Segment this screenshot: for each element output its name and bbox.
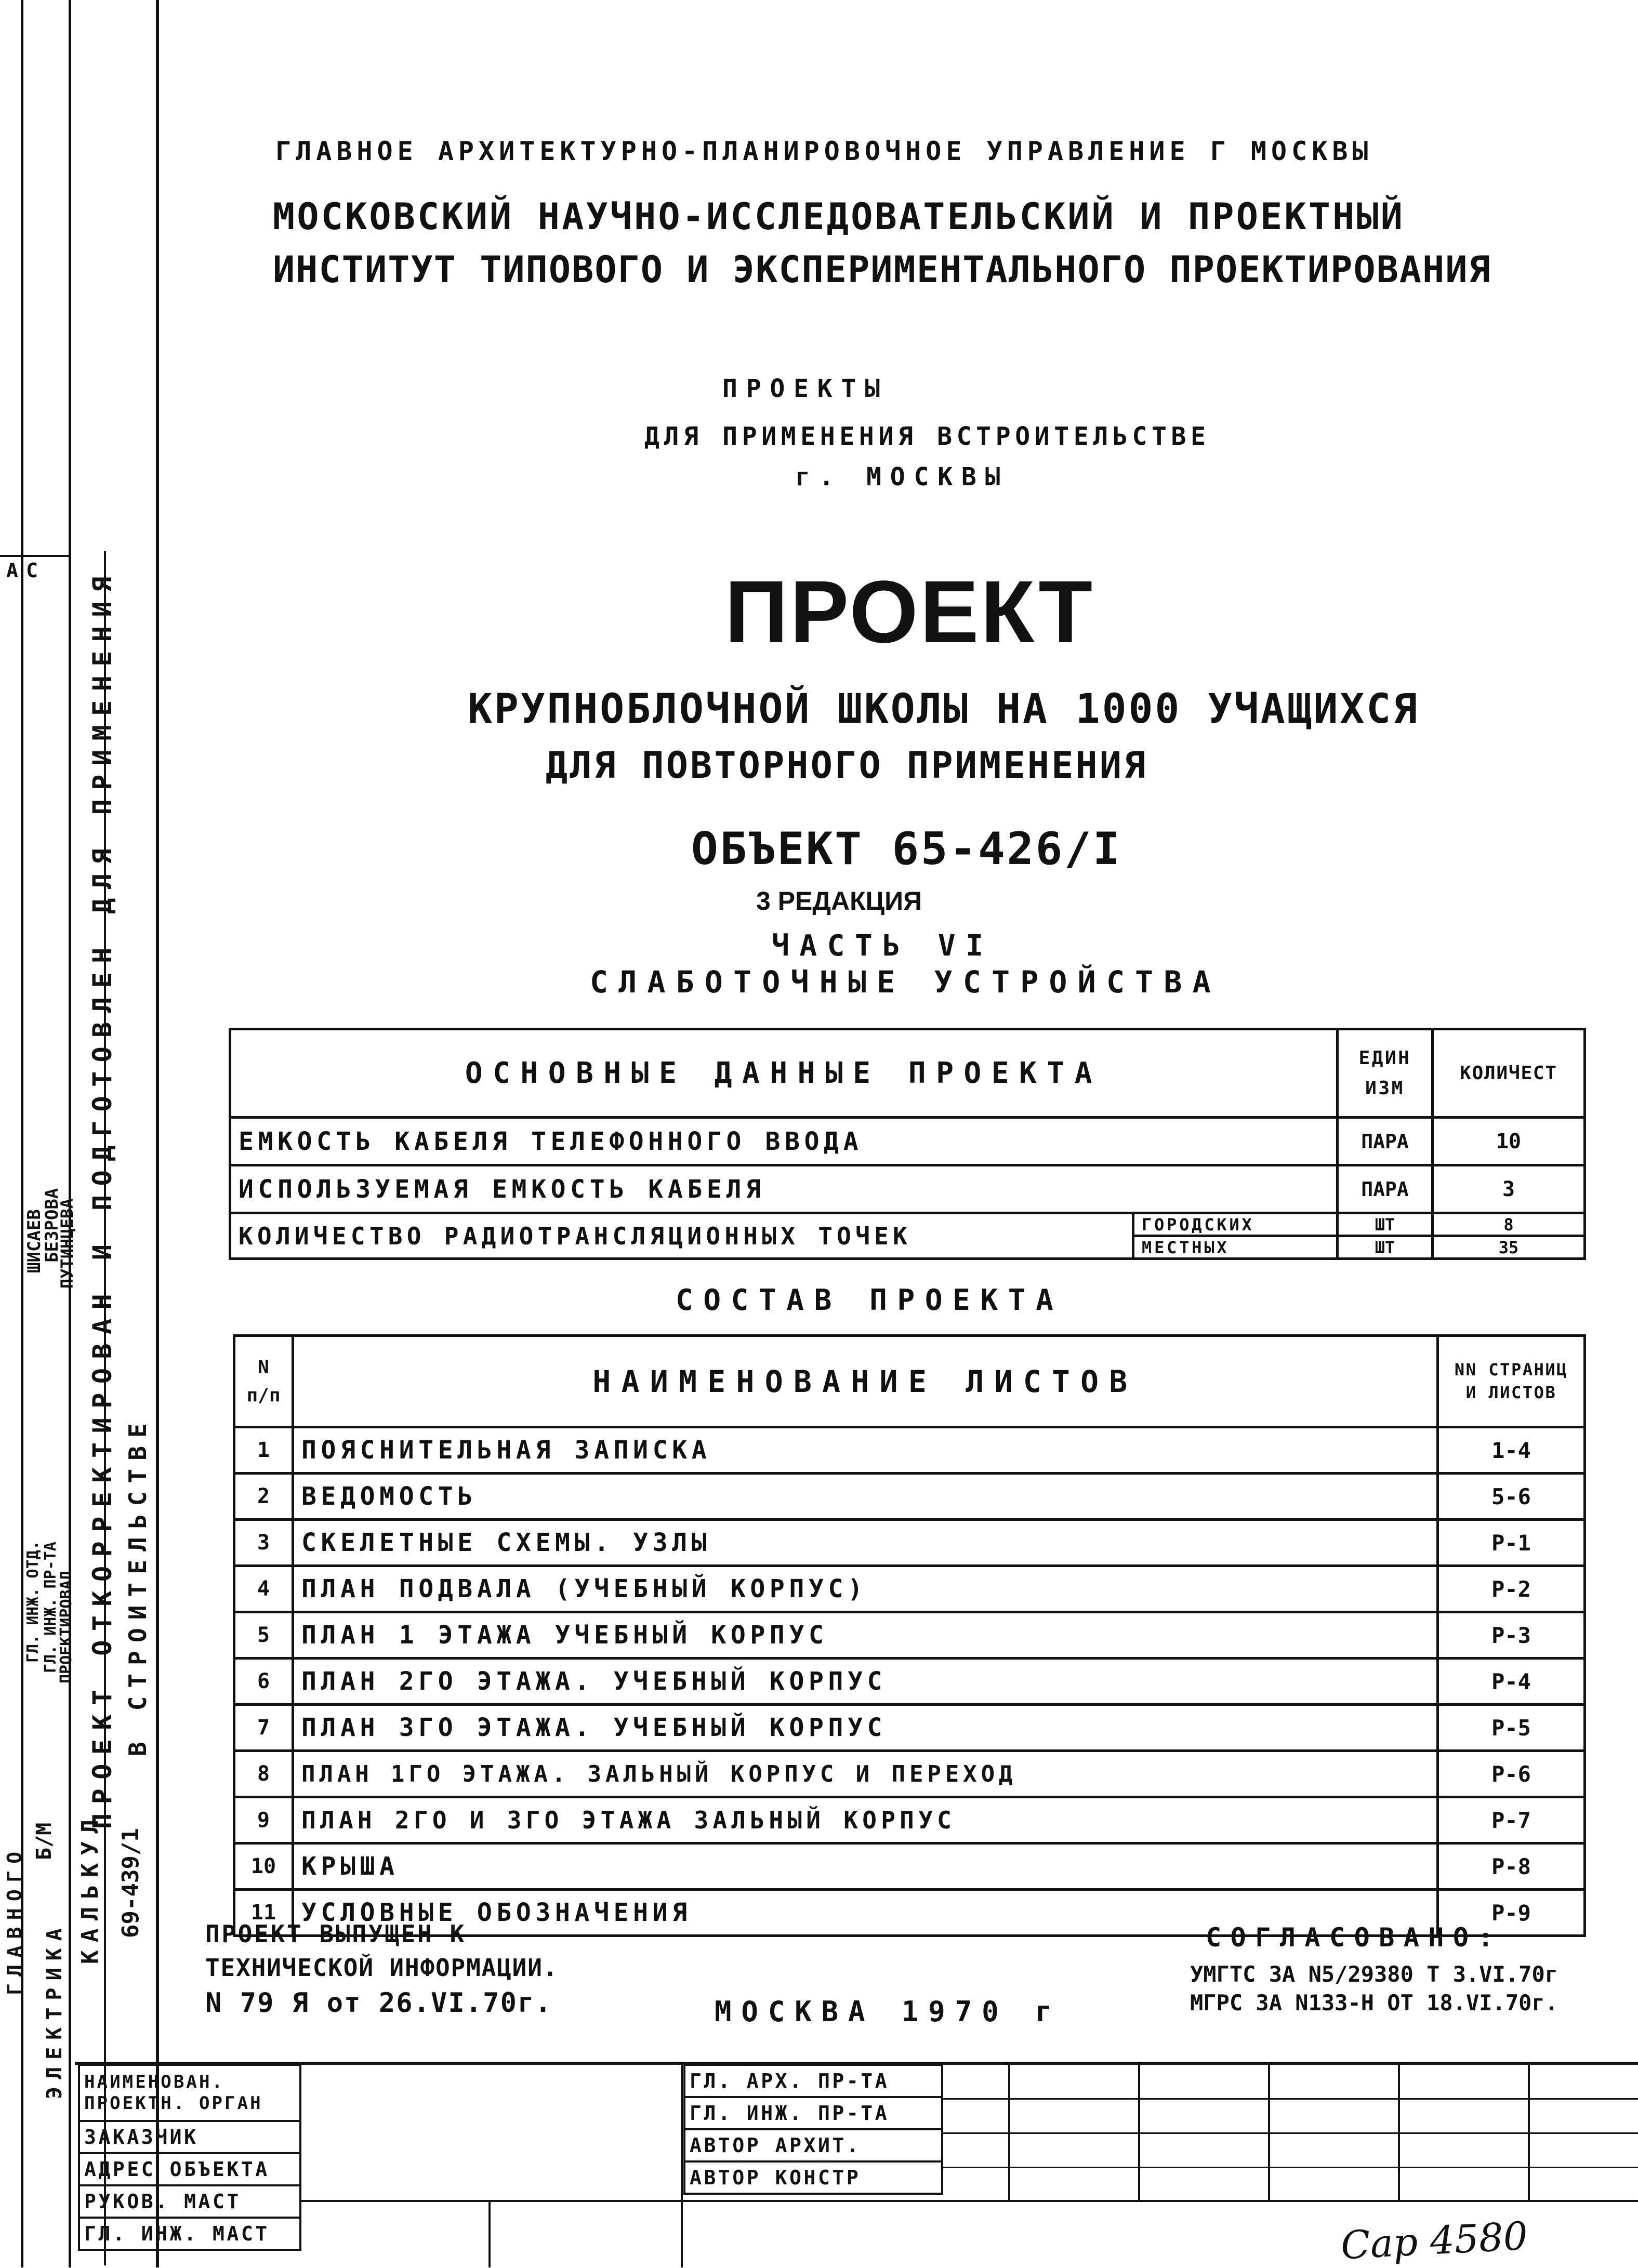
stamp-vline [681, 2064, 683, 2267]
row-name: ПЛАН 1 ЭТАЖА УЧЕБНЫЙ КОРПУС [293, 1612, 1438, 1659]
row-no: 7 [234, 1705, 293, 1751]
radio-sub-1: ГОРОДСКИХ [1133, 1213, 1338, 1236]
stamp-cell: АВТОР АРХИТ. [684, 2129, 942, 2161]
part-name: СЛАБОТОЧНЫЕ УСТРОЙСТВА [590, 964, 1221, 1000]
table-row [230, 1118, 1585, 1165]
header-line-1: ГЛАВНОЕ АРХИТЕКТУРНО-ПЛАНИРОВОЧНОЕ УПРАВЛЕНИЕ Г МОСКВЫ [275, 136, 1373, 166]
table-row [234, 1566, 1585, 1612]
row-name: ВЕДОМОСТЬ [293, 1474, 1438, 1520]
stamp-vline [488, 2200, 491, 2267]
data-name-cell: ИСПОЛЬЗУЕМАЯ ЕМКОСТЬ КАБЕЛЯ [230, 1165, 1338, 1213]
row-pages: Р-5 [1438, 1705, 1585, 1751]
radio-qty-2: 35 [1433, 1236, 1585, 1259]
stamp-hline [943, 2098, 1638, 2100]
stamp-vline [1138, 2064, 1140, 2200]
unit-header: ЕДИН ИЗМ [1338, 1029, 1433, 1118]
city-year: МОСКВА 1970 г [715, 1995, 1062, 2028]
row-pages: Р-8 [1438, 1843, 1585, 1890]
stamp-vline [1268, 2064, 1270, 2200]
data-name-cell: ЕМКОСТЬ КАБЕЛЯ ТЕЛЕФОННОГО ВВОДА [230, 1118, 1338, 1165]
radio-unit-1: ШТ [1338, 1213, 1433, 1236]
header-line-2: МОСКОВСКИЙ НАУЧНО-ИССЛЕДОВАТЕЛЬСКИЙ И ПРОЕКТНЫЙ [273, 195, 1405, 238]
projects-line-3: г. МОСКВЫ [795, 462, 1009, 492]
table-row [234, 1427, 1585, 1474]
margin-bm: Б/М [32, 1822, 56, 1860]
stamp-cell: ГЛ. ИНЖ. МАСТ [79, 2218, 300, 2250]
margin-kalka-label: КАЛЬКУЛ [77, 1811, 103, 1964]
row-no: 10 [234, 1843, 293, 1890]
table-row [234, 1705, 1585, 1751]
radio-points-label: КОЛИЧЕСТВО РАДИОТРАНСЛЯЦИОННЫХ ТОЧЕК [230, 1213, 1133, 1259]
title-sub-2: ДЛЯ ПОВТОРНОГО ПРИМЕНЕНИЯ [546, 744, 1148, 787]
row-no: 1 [234, 1427, 293, 1474]
part-number: ЧАСТЬ VI [772, 929, 994, 963]
projects-line-2: ДЛЯ ПРИМЕНЕНИЯ ВСТРОИТЕЛЬСТВЕ [644, 422, 1210, 451]
margin-role-3: ПРОЕКТИРОВАЛ [57, 1571, 75, 1683]
row-name: ПЛАН 3ГО ЭТАЖА. УЧЕБНЫЙ КОРПУС [293, 1705, 1438, 1751]
stamp-vline [1008, 2064, 1010, 2200]
data-qty-cell: 3 [1433, 1165, 1585, 1213]
stamp-vline [1398, 2064, 1400, 2200]
object-number: ОБЪЕКТ 65-426/I [691, 823, 1122, 875]
approval-title: СОГЛАСОВАНО: [1206, 1922, 1503, 1953]
stamp-cell: ЗАКАЗЧИК [79, 2121, 300, 2153]
row-name: ПЛАН 2ГО И 3ГО ЭТАЖА ЗАЛЬНЫЙ КОРПУС [293, 1797, 1438, 1843]
row-no: 3 [234, 1520, 293, 1566]
stamp-middle [683, 2064, 943, 2195]
stamp-cell: АДРЕС ОБЪЕКТА [79, 2153, 300, 2185]
composition-title: СОСТАВ ПРОЕКТА [676, 1283, 1064, 1317]
row-name: ПЛАН 1ГО ЭТАЖА. ЗАЛЬНЫЙ КОРПУС И ПЕРЕХОД [293, 1751, 1438, 1797]
composition-table [233, 1334, 1586, 1937]
row-name: ПЛАН 2ГО ЭТАЖА. УЧЕБНЫЙ КОРПУС [293, 1659, 1438, 1705]
row-pages: Р-4 [1438, 1659, 1585, 1705]
row-pages: Р-6 [1438, 1751, 1585, 1797]
margin-line-4 [156, 0, 159, 2267]
table-row [230, 1165, 1585, 1213]
row-pages: 5-6 [1438, 1474, 1585, 1520]
col-name-header: НАИМЕНОВАНИЕ ЛИСТОВ [293, 1336, 1438, 1427]
row-no: 6 [234, 1659, 293, 1705]
approval-line-1: УМГТС ЗА N5/29380 Т 3.VI.70г [1190, 1961, 1558, 1987]
row-pages: 1-4 [1438, 1427, 1585, 1474]
row-pages: Р-7 [1438, 1797, 1585, 1843]
qty-header: КОЛИЧЕСТ [1433, 1029, 1585, 1118]
radio-qty-1: 8 [1433, 1213, 1585, 1236]
margin-hline [0, 555, 69, 557]
basic-data-header: ОСНОВНЫЕ ДАННЫЕ ПРОЕКТА [230, 1029, 1338, 1118]
row-no: 5 [234, 1612, 293, 1659]
radio-sub-2: МЕСТНЫХ [1133, 1236, 1338, 1259]
row-no: 2 [234, 1474, 293, 1520]
stamp-left [78, 2064, 301, 2251]
margin-role-1: ГЛ. ИНЖ. ОТД. [24, 1541, 42, 1663]
page-title: ПРОЕКТ [724, 563, 1094, 661]
margin-second-text: В СТРОИТЕЛЬСТВЕ [124, 1415, 152, 1756]
col-no-header: N п/п [234, 1336, 293, 1427]
data-unit-cell: ПАРА [1338, 1165, 1433, 1213]
stamp-cell: АВТОР КОНСТР [684, 2161, 942, 2194]
margin-role-2: ГЛ. ИНЖ. ПР-ТА [42, 1542, 60, 1673]
data-unit-cell: ПАРА [1338, 1118, 1433, 1165]
row-no: 9 [234, 1797, 293, 1843]
table-row [234, 1797, 1585, 1843]
stamp-vline [1528, 2064, 1530, 2200]
stamp-hline [943, 2167, 1638, 2168]
stamp-hline [943, 2132, 1638, 2134]
approval-line-2: МГРС ЗА N133-Н ОТ 18.VI.70г. [1190, 1990, 1558, 2015]
release-line-1: ПРОЕКТ ВЫПУЩЕН К [205, 1920, 466, 1948]
margin-elektrika: ЭЛЕКТРИКА [43, 1921, 67, 2099]
margin-glavnogo: ГЛАВНОГО [3, 1845, 26, 1995]
table-row [234, 1843, 1585, 1890]
title-sub-1: КРУПНОБЛОЧНОЙ ШКОЛЫ НА 1000 УЧАЩИХСЯ [468, 686, 1419, 733]
edition: 3 РЕДАКЦИЯ [756, 886, 922, 916]
stamp-mid-line [301, 2200, 1638, 2202]
row-pages: Р-9 [1438, 1890, 1585, 1936]
table-row [234, 1474, 1585, 1520]
row-name: КРЫША [293, 1843, 1438, 1890]
row-name: УСЛОВНЫЕ ОБОЗНАЧЕНИЯ [293, 1890, 1438, 1936]
margin-main-text: ПРОЕКТ ОТКОРРЕКТИРОВАН И ПОДГОТОВЛЕН ДЛЯ ПРИМЕНЕНИЯ [87, 567, 117, 1829]
data-qty-cell: 10 [1433, 1118, 1585, 1165]
stamp-cell: ГЛ. ИНЖ. ПР-ТА [684, 2097, 942, 2129]
stamp-cell: РУКОВ. МАСТ [79, 2185, 300, 2218]
table-row [234, 1612, 1585, 1659]
handwritten-note: Cap 4580 [1339, 2213, 1529, 2268]
table-row [234, 1520, 1585, 1566]
row-name: СКЕЛЕТНЫЕ СХЕМЫ. УЗЛЫ [293, 1520, 1438, 1566]
release-line-2: ТЕХНИЧЕСКОЙ ИНФОРМАЦИИ. [205, 1954, 559, 1982]
margin-name-2: БЕЗРОВА [42, 1188, 62, 1263]
margin-kalka-number: 69-439/1 [117, 1828, 144, 1938]
row-pages: Р-2 [1438, 1566, 1585, 1612]
stamp-cell: ГЛ. АРХ. ПР-ТА [684, 2065, 942, 2097]
table-row [230, 1213, 1585, 1236]
margin-ac: АС [6, 559, 46, 582]
basic-data-table [229, 1028, 1586, 1260]
row-pages: Р-3 [1438, 1612, 1585, 1659]
col-pages-header: NN СТРАНИЦ И ЛИСТОВ [1438, 1336, 1585, 1427]
row-name: ПЛАН ПОДВАЛА (УЧЕБНЫЙ КОРПУС) [293, 1566, 1438, 1612]
table-row [234, 1659, 1585, 1705]
projects-line-1: ПРОЕКТЫ [722, 374, 889, 403]
release-line-3: N 79 Я от 26.VI.70г. [205, 1987, 552, 2019]
row-pages: Р-1 [1438, 1520, 1585, 1566]
row-no: 11 [234, 1890, 293, 1936]
row-no: 8 [234, 1751, 293, 1797]
margin-name-1: ШИСАЕВ [24, 1209, 45, 1273]
table-row [234, 1751, 1585, 1797]
row-name: ПОЯСНИТЕЛЬНАЯ ЗАПИСКА [293, 1427, 1438, 1474]
margin-line-2 [69, 0, 71, 2267]
row-no: 4 [234, 1566, 293, 1612]
header-line-3: ИНСТИТУТ ТИПОВОГО И ЭКСПЕРИМЕНТАЛЬНОГО ПРОЕКТИРОВАНИЯ [273, 248, 1491, 291]
stamp-cell: НАИМЕНОВАН. ПРОЕКТН. ОРГАН [79, 2065, 300, 2121]
margin-name-3: ПУТИНЦЕВА [57, 1198, 77, 1289]
radio-unit-2: ШТ [1338, 1236, 1433, 1259]
